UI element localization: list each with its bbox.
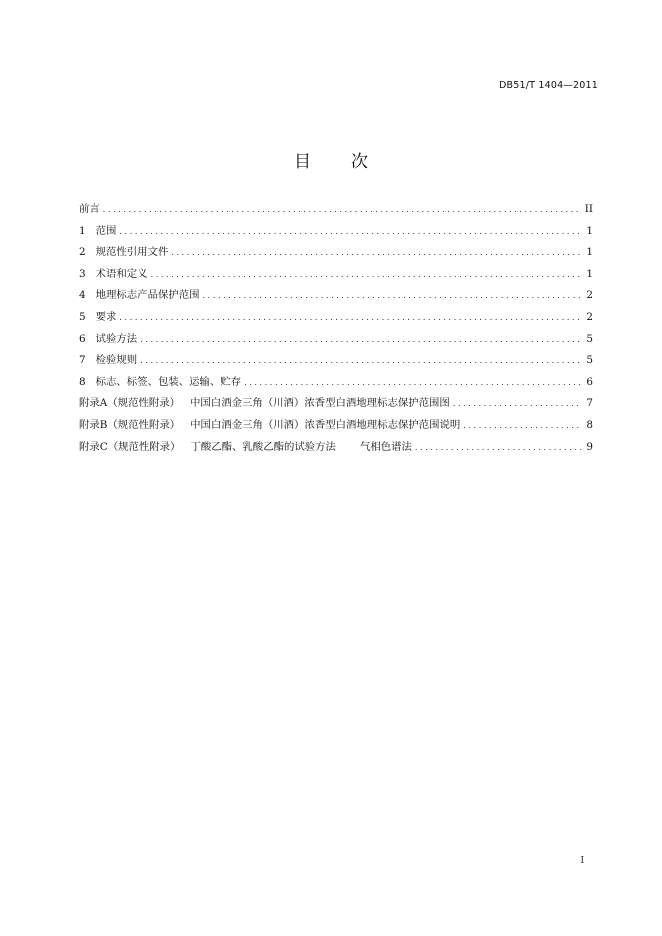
toc-entry-normative-references[interactable] [79, 242, 593, 264]
toc-entry-annex-a[interactable] [79, 393, 593, 415]
toc-page-number: II [584, 203, 593, 215]
page-title [0, 147, 662, 172]
toc-entry-number: 2 [79, 246, 86, 259]
toc-entry-label [79, 372, 241, 394]
toc-entry-title: 中国白酒金三角（川酒）浓香型白酒地理标志保护范围图 [190, 397, 450, 410]
toc-page-number: 2 [586, 289, 593, 302]
table-of-contents [79, 199, 593, 458]
standard-code: DB51/T 1404—2011 [499, 80, 598, 91]
toc-entry-label [79, 221, 116, 243]
toc-entry-protection-range[interactable] [79, 285, 593, 307]
toc-entry-label [79, 307, 116, 329]
toc-entry-title: 规范性引用文件 [95, 246, 169, 259]
toc-page-number: 7 [586, 397, 593, 410]
toc-entry-number: 附录C（规范性附录） [79, 440, 181, 453]
toc-entry-foreword[interactable] [79, 199, 593, 221]
toc-entry-number: 4 [79, 289, 86, 302]
toc-leader-dots [203, 285, 582, 307]
toc-entry-title: 中国白酒金三角（川酒）浓香型白酒地理标志保护范围说明 [190, 418, 461, 431]
toc-entry-terms[interactable] [79, 264, 593, 286]
toc-page-number: 1 [586, 246, 593, 259]
toc-entry-number: 5 [79, 310, 86, 323]
toc-leader-dots [171, 242, 582, 264]
toc-entry-number: 附录B（规范性附录） [79, 418, 181, 431]
toc-entry-label [79, 264, 148, 286]
toc-entry-title: 检验规则 [95, 354, 138, 367]
toc-entry-title: 范围 [95, 224, 117, 237]
toc-entry-number: 8 [79, 375, 86, 388]
toc-entry-inspection-rules[interactable] [79, 350, 593, 372]
toc-leader-dots [140, 350, 582, 372]
toc-entry-title: 地理标志产品保护范围 [95, 289, 200, 302]
toc-page-number: 2 [586, 310, 593, 323]
toc-entry-number: 6 [79, 332, 86, 345]
title-char-2: 次 [351, 152, 368, 172]
toc-page-number: 5 [586, 354, 593, 367]
toc-leader-dots [151, 264, 582, 286]
toc-leader-dots [119, 307, 582, 329]
toc-entry-label [79, 393, 450, 415]
page-number: I [580, 856, 584, 866]
toc-entry-title: 试验方法 [95, 332, 138, 345]
toc-entry-title: 标志、标签、包装、运输、贮存 [95, 375, 242, 388]
toc-entry-number: 7 [79, 354, 86, 367]
toc-leader-dots [119, 221, 582, 243]
toc-entry-title: 术语和定义 [95, 267, 148, 280]
toc-leader-dots [453, 393, 582, 415]
toc-entry-marking-packaging[interactable] [79, 372, 593, 394]
toc-entry-requirements[interactable] [79, 307, 593, 329]
toc-page-number: 5 [586, 332, 593, 345]
toc-page-number: 6 [586, 375, 593, 388]
toc-page-number: 8 [586, 418, 593, 431]
toc-leader-dots [463, 415, 582, 437]
toc-entry-number: 附录A（规范性附录） [79, 397, 181, 410]
toc-page-number: 1 [586, 267, 593, 280]
toc-entry-label [79, 437, 412, 459]
toc-entry-number: 3 [79, 267, 86, 280]
toc-entry-test-methods[interactable] [79, 329, 593, 351]
toc-entry-title: 丁酸乙酯、乳酸乙酯的试验方法 [190, 440, 336, 453]
toc-entry-label [79, 242, 168, 264]
toc-entry-label [79, 350, 137, 372]
toc-entry-label [79, 415, 460, 437]
toc-page-number: 9 [586, 440, 593, 453]
toc-page-number: 1 [586, 224, 593, 237]
toc-entry-label: 前言 [79, 203, 100, 215]
toc-leader-dots [244, 372, 582, 394]
toc-entry-title: 要求 [95, 310, 117, 323]
toc-entry-scope[interactable] [79, 221, 593, 243]
toc-entry-annex-c[interactable] [79, 437, 593, 459]
toc-entry-label [79, 285, 200, 307]
toc-entry-annex-b[interactable] [79, 415, 593, 437]
toc-leader-dots [140, 329, 582, 351]
title-char-1: 目 [294, 152, 311, 172]
toc-entry-label [79, 329, 137, 351]
toc-entry-number: 1 [79, 224, 86, 237]
toc-leader-dots [103, 199, 582, 221]
toc-entry-subtitle: 气相色谱法 [359, 440, 412, 453]
toc-leader-dots [415, 437, 582, 459]
